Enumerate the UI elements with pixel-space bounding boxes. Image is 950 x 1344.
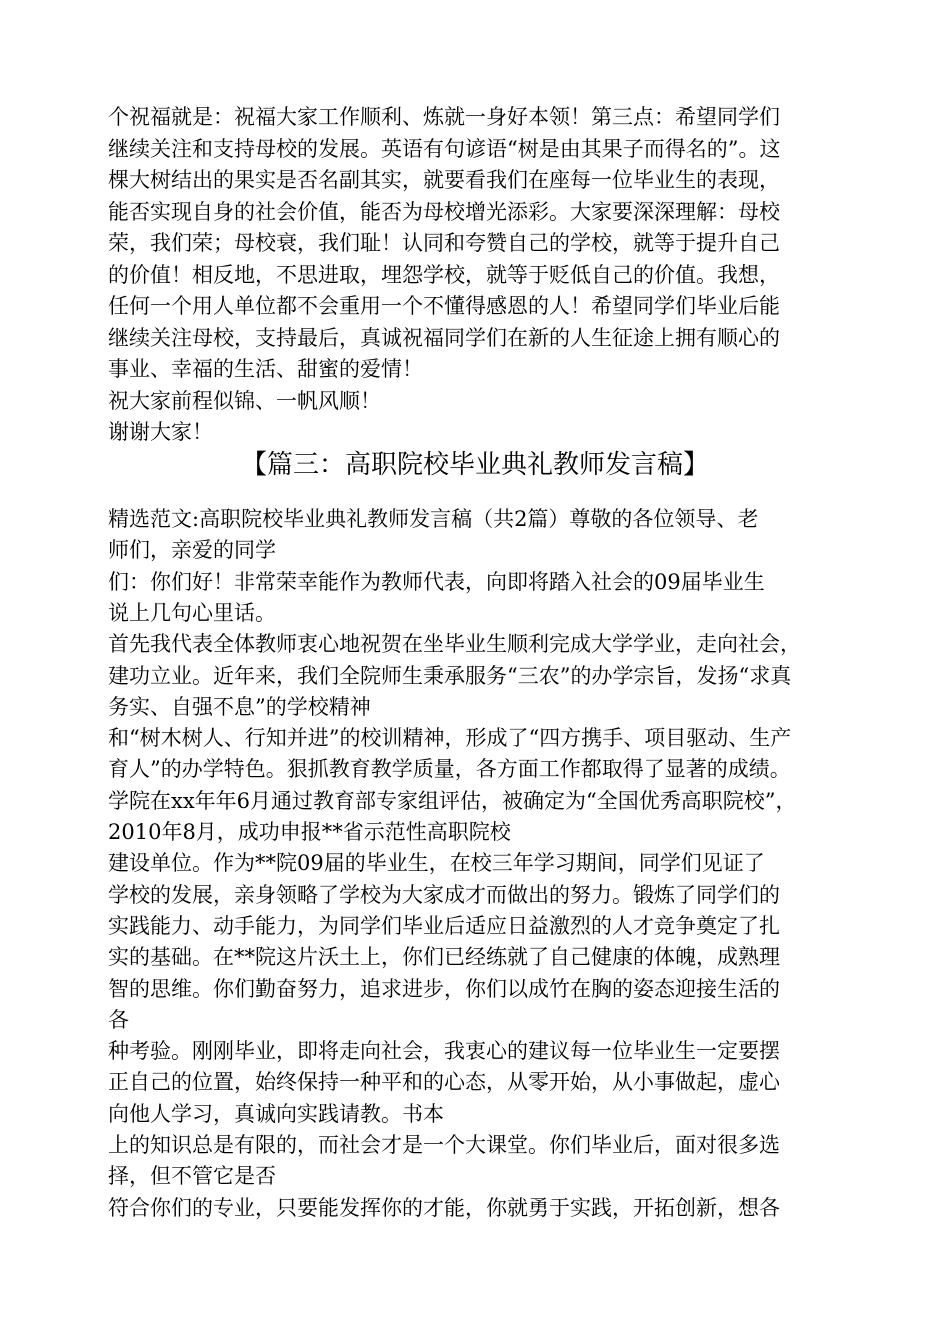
text-line: 学院在xx年年6月通过教育部专家组评估，被确定为“全国优秀高职院校”， — [108, 788, 797, 813]
text-line: 种考验。刚刚毕业，即将走向社会，我衷心的建议每一位毕业生一定要摆 — [108, 1039, 780, 1064]
text-line: 上的知识总是有限的，而社会才是一个大课堂。你们毕业后，面对很多选 — [108, 1133, 780, 1157]
text-line: 的价值！相反地，不思进取，埋怨学校，就等于贬低自己的价值。我想， — [108, 262, 780, 287]
text-line: 实的基础。在**院这片沃土上，你们已经练就了自己健康的体魄，成熟理 — [108, 945, 780, 970]
text-line: 谢谢大家！ — [108, 420, 213, 444]
text-line: 务实、自强不息”的学校精神 — [108, 694, 371, 719]
text-line: 符合你们的专业，只要能发挥你的才能，你就勇于实践，开拓创新，想各 — [108, 1195, 780, 1220]
text-line: 继续关注母校，支持最后，真诚祝福同学们在新的人生征途上拥有顺心的 — [108, 325, 780, 350]
text-line: 棵大树结出的果实是否名副其实，就要看我们在座每一位毕业生的表现， — [108, 168, 780, 192]
text-line: 实践能力、动手能力，为同学们毕业后适应日益激烈的人才竞争奠定了扎 — [108, 913, 780, 938]
text-line: 事业、幸福的生活、甜蜜的爱情！ — [108, 357, 423, 381]
text-line: 2010年8月，成功申报**省示范性高职院校 — [108, 820, 511, 844]
text-line: 任何一个用人单位都不会重用一个不懂得感恩的人！希望同学们毕业后能 — [108, 294, 780, 318]
text-line: 择，但不管它是否 — [108, 1164, 276, 1189]
text-line: 说上几句心里话。 — [108, 600, 276, 625]
text-line: 师们，亲爱的同学 — [108, 538, 276, 563]
text-line: 个祝福就是：祝福大家工作顺利、炼就一身好本领！第三点：希望同学们 — [108, 105, 780, 129]
text-line: 和“树木树人、行知并进”的校训精神，形成了“四方携手、项目驱动、生产 — [108, 726, 792, 751]
text-line: 正自己的位置，始终保持一种平和的心态，从零开始，从小事做起，虚心 — [108, 1070, 780, 1095]
section-title: 【篇三：高职院校毕业典礼教师发言稿】 — [240, 450, 709, 480]
text-line: 祝大家前程似锦、一帆风顺！ — [108, 388, 381, 413]
text-line: 们：你们好！非常荣幸能作为教师代表，向即将踏入社会的09届毕业生 — [108, 569, 765, 594]
text-line: 建功立业。近年来，我们全院师生秉承服务“三农”的办学宗旨，发扬“求真 — [108, 663, 792, 688]
text-line: 精选范文:高职院校毕业典礼教师发言稿（共2篇）尊敬的各位领导、老 — [108, 507, 759, 531]
text-line: 向他人学习，真诚向实践请教。书本 — [108, 1101, 444, 1126]
text-line: 智的思维。你们勤奋努力，追求进步，你们以成竹在胸的姿态迎接生活的 — [108, 976, 780, 1001]
text-line: 育人”的办学特色。狠抓教育教学质量，各方面工作都取得了显著的成绩。 — [108, 757, 791, 782]
text-line: 建设单位。作为**院09届的毕业生，在校三年学习期间，同学们见证了 — [108, 851, 765, 876]
text-line: 首先我代表全体教师衷心地祝贺在坐毕业生顺利完成大学学业，走向社会， — [108, 632, 801, 657]
text-line: 各 — [108, 1007, 129, 1032]
text-line: 继续关注和支持母校的发展。英语有句谚语“树是由其果子而得名的”。这 — [108, 136, 781, 161]
text-line: 荣，我们荣；母校衰，我们耻！认同和夸赞自己的学校，就等于提升自己 — [108, 231, 780, 255]
text-line: 能否实现自身的社会价值，能否为母校增光添彩。大家要深深理解：母校 — [108, 199, 780, 224]
text-line: 学校的发展，亲身领略了学校为大家成才而做出的努力。锻炼了同学们的 — [108, 882, 780, 907]
